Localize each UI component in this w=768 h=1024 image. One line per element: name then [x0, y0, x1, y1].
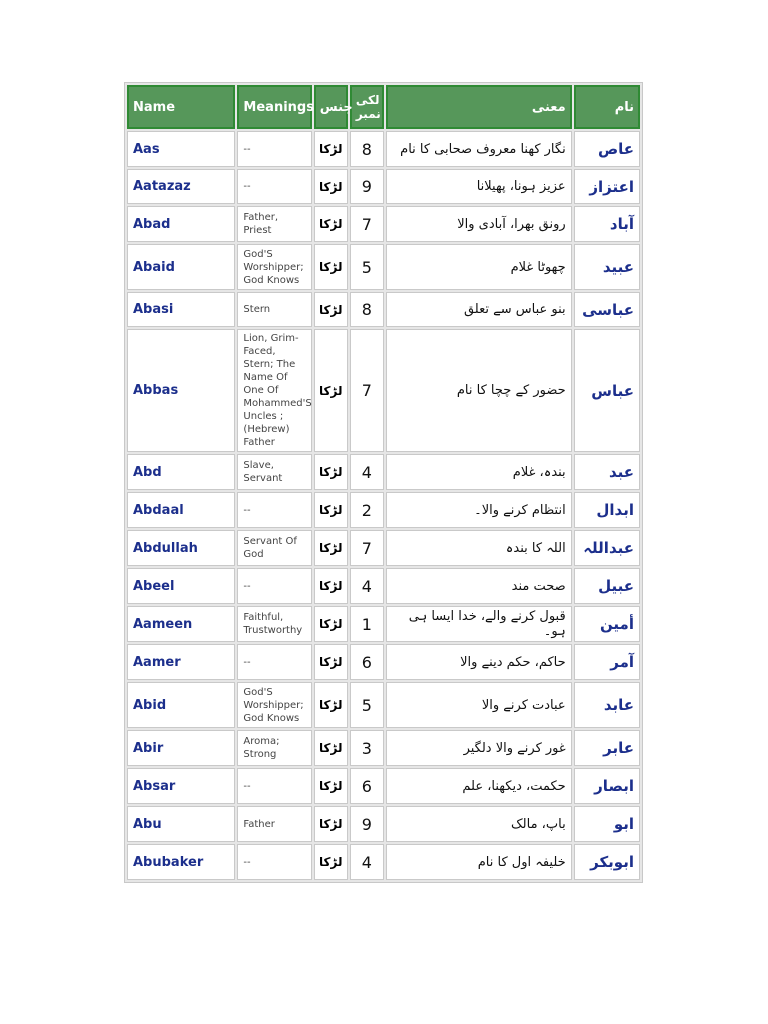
meaning-cell: --: [237, 844, 311, 880]
urdu-meaning-cell: رونق بھرا، آبادی والا: [386, 206, 572, 242]
table-row: [127, 206, 640, 242]
meaning-cell: --: [237, 768, 311, 804]
urdu-meaning-cell: حضور کے چچا کا نام: [386, 329, 572, 452]
meaning-cell: Father: [237, 806, 311, 842]
table-row: [127, 768, 640, 804]
meaning-cell: --: [237, 644, 311, 680]
name-cell: Abid: [127, 682, 235, 728]
name-cell: Abbas: [127, 329, 235, 452]
name-cell: Abdullah: [127, 530, 235, 566]
table-row: [127, 806, 640, 842]
gender-cell: لڑکا: [314, 244, 348, 290]
meaning-cell: Slave, Servant: [237, 454, 311, 490]
urdu-meaning-cell: حاکم، حکم دینے والا: [386, 644, 572, 680]
name-cell: Aatazaz: [127, 169, 235, 204]
name-cell: Abdaal: [127, 492, 235, 528]
table-row: [127, 454, 640, 490]
lucky-number-cell: 1: [350, 606, 384, 642]
table-row: [127, 644, 640, 680]
header-name: Name: [127, 85, 235, 129]
gender-cell: لڑکا: [314, 806, 348, 842]
table-row: [127, 244, 640, 290]
meaning-cell: --: [237, 131, 311, 167]
lucky-number-cell: 4: [350, 844, 384, 880]
name-cell: Abu: [127, 806, 235, 842]
urdu-meaning-cell: بندہ، غلام: [386, 454, 572, 490]
urdu-meaning-cell: باپ، مالک: [386, 806, 572, 842]
name-cell: Aas: [127, 131, 235, 167]
table-row: [127, 329, 640, 452]
table-row: [127, 606, 640, 642]
urdu-meaning-cell: عزیز ہونا، پھیلانا: [386, 169, 572, 204]
table-row: [127, 492, 640, 528]
gender-cell: لڑکا: [314, 454, 348, 490]
lucky-number-cell: 5: [350, 244, 384, 290]
table-row: [127, 292, 640, 327]
gender-cell: لڑکا: [314, 530, 348, 566]
urdu-meaning-cell: نگار کھنا معروف صحابی کا نام: [386, 131, 572, 167]
urdu-meaning-cell: اللہ کا بندہ: [386, 530, 572, 566]
table-row: [127, 730, 640, 766]
table-row: [127, 844, 640, 880]
name-cell: Abubaker: [127, 844, 235, 880]
lucky-number-cell: 4: [350, 568, 384, 604]
gender-cell: لڑکا: [314, 492, 348, 528]
urdu-meaning-cell: غور کرنے والا دلگیر: [386, 730, 572, 766]
meaning-cell: Aroma; Strong: [237, 730, 311, 766]
urdu-name-cell: آمر: [574, 644, 640, 680]
urdu-name-cell: عبداللہ: [574, 530, 640, 566]
urdu-meaning-cell: صحت مند: [386, 568, 572, 604]
urdu-meaning-cell: حکمت، دیکھنا، علم: [386, 768, 572, 804]
header-row: [127, 85, 640, 129]
urdu-meaning-cell: قبول کرنے والے، خدا ایسا ہی ہو۔: [386, 606, 572, 642]
table-row: [127, 169, 640, 204]
urdu-meaning-cell: عبادت کرنے والا: [386, 682, 572, 728]
lucky-number-cell: 5: [350, 682, 384, 728]
gender-cell: لڑکا: [314, 682, 348, 728]
gender-cell: لڑکا: [314, 644, 348, 680]
gender-cell: لڑکا: [314, 606, 348, 642]
urdu-name-cell: اعتزاز: [574, 169, 640, 204]
header-urdu-name: نام: [574, 85, 640, 129]
lucky-number-cell: 7: [350, 206, 384, 242]
urdu-name-cell: ابدال: [574, 492, 640, 528]
gender-cell: لڑکا: [314, 131, 348, 167]
header-meanings: Meanings: [237, 85, 311, 129]
urdu-name-cell: آباد: [574, 206, 640, 242]
names-table: [124, 82, 643, 883]
urdu-name-cell: عبد: [574, 454, 640, 490]
urdu-name-cell: عابر: [574, 730, 640, 766]
meaning-cell: --: [237, 169, 311, 204]
lucky-number-cell: 3: [350, 730, 384, 766]
urdu-name-cell: ابو: [574, 806, 640, 842]
meaning-cell: God'S Worshipper; God Knows: [237, 682, 311, 728]
name-cell: Abad: [127, 206, 235, 242]
lucky-number-cell: 8: [350, 292, 384, 327]
meaning-cell: Faithful, Trustworthy: [237, 606, 311, 642]
name-cell: Absar: [127, 768, 235, 804]
meaning-cell: --: [237, 568, 311, 604]
meaning-cell: Lion, Grim-Faced, Stern; The Name Of One Of Mohammed'S Uncles ; (Hebrew) Father: [237, 329, 311, 452]
table-row: [127, 682, 640, 728]
table-row: [127, 530, 640, 566]
gender-cell: لڑکا: [314, 730, 348, 766]
meaning-cell: Father, Priest: [237, 206, 311, 242]
urdu-name-cell: عابد: [574, 682, 640, 728]
urdu-name-cell: أمین: [574, 606, 640, 642]
gender-cell: لڑکا: [314, 206, 348, 242]
urdu-meaning-cell: بنو عباس سے تعلق: [386, 292, 572, 327]
lucky-number-cell: 8: [350, 131, 384, 167]
lucky-number-cell: 7: [350, 530, 384, 566]
name-cell: Aamer: [127, 644, 235, 680]
name-cell: Abaid: [127, 244, 235, 290]
lucky-number-cell: 9: [350, 806, 384, 842]
gender-cell: لڑکا: [314, 568, 348, 604]
table-row: [127, 568, 640, 604]
name-cell: Abd: [127, 454, 235, 490]
meaning-cell: Stern: [237, 292, 311, 327]
urdu-name-cell: عباسی: [574, 292, 640, 327]
meaning-cell: --: [237, 492, 311, 528]
gender-cell: لڑکا: [314, 844, 348, 880]
meaning-cell: God'S Worshipper; God Knows: [237, 244, 311, 290]
urdu-name-cell: ابصار: [574, 768, 640, 804]
urdu-name-cell: عبید: [574, 244, 640, 290]
gender-cell: لڑکا: [314, 768, 348, 804]
urdu-meaning-cell: خلیفہ اول کا نام: [386, 844, 572, 880]
header-urdu-meaning: معنی: [386, 85, 572, 129]
urdu-name-cell: عباس: [574, 329, 640, 452]
gender-cell: لڑکا: [314, 169, 348, 204]
lucky-number-cell: 7: [350, 329, 384, 452]
name-cell: Abeel: [127, 568, 235, 604]
lucky-number-cell: 4: [350, 454, 384, 490]
urdu-name-cell: ابوبکر: [574, 844, 640, 880]
name-cell: Abir: [127, 730, 235, 766]
lucky-number-cell: 6: [350, 768, 384, 804]
urdu-name-cell: عبیل: [574, 568, 640, 604]
meaning-cell: Servant Of God: [237, 530, 311, 566]
lucky-number-cell: 2: [350, 492, 384, 528]
name-cell: Abasi: [127, 292, 235, 327]
urdu-name-cell: عاص: [574, 131, 640, 167]
lucky-number-cell: 9: [350, 169, 384, 204]
urdu-meaning-cell: چھوٹا غلام: [386, 244, 572, 290]
names-table-container: [124, 82, 643, 883]
header-gender: جنس: [314, 85, 348, 129]
header-lucky-number: لکی نمبر: [350, 85, 384, 129]
table-row: [127, 131, 640, 167]
gender-cell: لڑکا: [314, 329, 348, 452]
lucky-number-cell: 6: [350, 644, 384, 680]
gender-cell: لڑکا: [314, 292, 348, 327]
urdu-meaning-cell: انتظام کرنے والا۔: [386, 492, 572, 528]
name-cell: Aameen: [127, 606, 235, 642]
